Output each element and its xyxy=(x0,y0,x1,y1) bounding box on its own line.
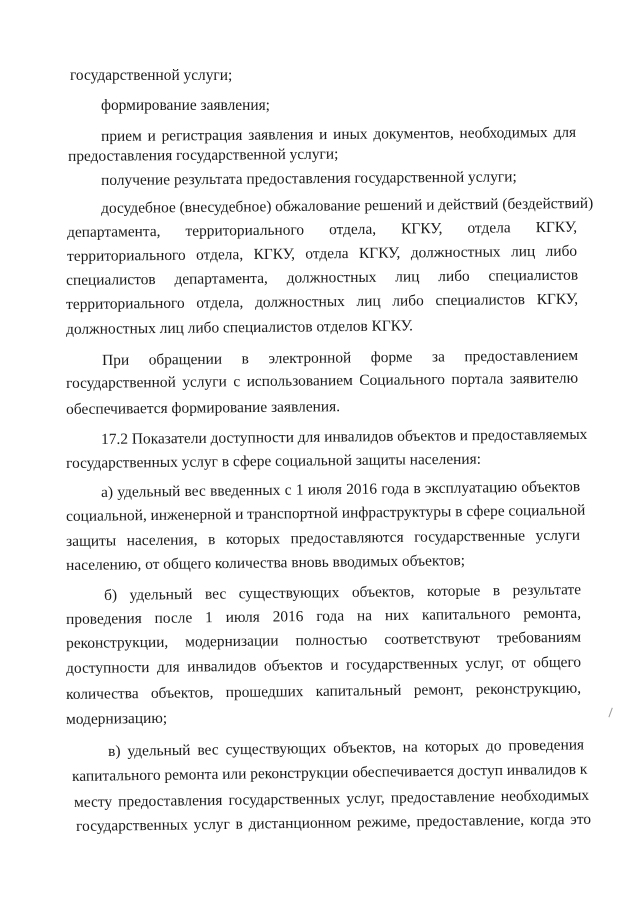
document-line: государственных услуг в дистанционном режиме, предоставление, когда это xyxy=(76,810,592,835)
document-line: прием и регистрация заявления и иных документов, необходимых для xyxy=(101,123,577,145)
document-line: в) удельный вес существующих объектов, на которых до проведения xyxy=(108,736,585,760)
document-line: специалистов департамента, должностных лиц либо специалистов xyxy=(66,266,579,289)
document-line: обеспечивается формирование заявления. xyxy=(66,398,341,418)
document-line: территориального отдела, должностных лиц либо специалистов КГКУ, xyxy=(66,290,579,313)
document-line: должностных лиц либо специалистов отделов КГКУ. xyxy=(66,317,414,338)
document-line: получение результата предоставления государственной услуги; xyxy=(101,168,517,189)
document-line: территориального отдела, КГКУ, отдела КГКУ, должностных лиц либо xyxy=(67,242,578,265)
document-line: 17.2 Показатели доступности для инвалидов объектов и предоставляемых xyxy=(101,425,588,448)
scan-artifact-mark xyxy=(608,708,615,719)
document-line: а) удельный вес введенных с 1 июля 2016 года в эксплуатацию объектов xyxy=(101,478,581,501)
document-line: социальной, инженерной и транспортной инфраструктуры в сфере социальной xyxy=(66,501,586,525)
document-line: проведения после 1 июля 2016 года на них капитального ремонта, xyxy=(66,604,582,628)
document-line: количества объектов, прошедших капитальный ремонт, реконструкцию, xyxy=(66,679,582,703)
document-line: формирование заявления; xyxy=(101,97,270,114)
document-line: защиты населения, в которых предоставляются государственные услуги xyxy=(66,526,581,550)
document-line: При обращении в электронной форме за предоставлением xyxy=(102,347,579,369)
document-line: месту предоставления государственных услуг, предоставление необходимых xyxy=(74,786,590,811)
document-line: государственной услуги; xyxy=(70,67,233,84)
document-line: реконструкции, модернизации полностью соответствуют требованиям xyxy=(66,628,582,652)
document-line: б) удельный вес существующих объектов, которые в результате xyxy=(104,581,582,604)
document-line: досудебное (внесудебное) обжалование решений и действий (бездействий) xyxy=(101,194,594,217)
document-line: государственных услуг в сфере социальной защиты населения: xyxy=(66,450,482,472)
document-line: государственной услуги с использованием Социального портала заявителю xyxy=(66,369,579,392)
document-line: населению, от общего количества вновь вводимых объектов; xyxy=(66,552,466,574)
document-line: предоставления государственной услуги; xyxy=(68,145,339,165)
document-line: департамента, территориального отдела, КГКУ, отдела КГКУ, xyxy=(67,218,578,241)
document-line: капитального ремонта или реконструкции обеспечивается доступ инвалидов к xyxy=(72,760,588,785)
document-line: доступности для инвалидов объектов и государственных услуг, от общего xyxy=(66,653,582,677)
document-line: модернизацию; xyxy=(66,709,168,728)
